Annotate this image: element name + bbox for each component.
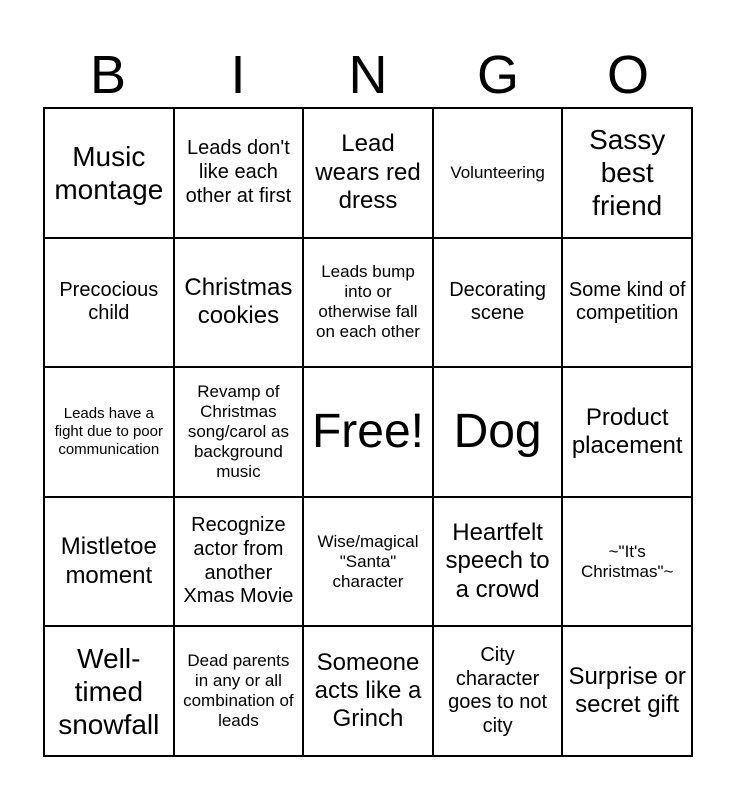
cell-text: Free! — [311, 404, 424, 458]
bingo-cell[interactable] — [304, 239, 434, 369]
header-letter-o: O — [606, 45, 649, 105]
bingo-cell[interactable] — [563, 368, 693, 498]
cell-text: Leads have a fight due to poor communication — [54, 405, 163, 458]
bingo-cell[interactable] — [175, 368, 305, 498]
bingo-cell[interactable] — [175, 627, 305, 757]
cell-text: Heartfelt speech to a crowd — [445, 519, 550, 603]
bingo-cell[interactable] — [175, 109, 305, 239]
bingo-cell[interactable] — [563, 109, 693, 239]
bingo-cell[interactable] — [45, 368, 175, 498]
header-letter-b: B — [89, 45, 127, 105]
cell-text: Dog — [453, 404, 542, 458]
bingo-cell[interactable] — [563, 498, 693, 628]
bingo-cell[interactable] — [304, 109, 434, 239]
bingo-cell[interactable] — [175, 498, 305, 628]
bingo-cell[interactable] — [45, 498, 175, 628]
bingo-cell[interactable] — [304, 498, 434, 628]
cell-text: Product placement — [571, 403, 683, 459]
bingo-cell[interactable] — [304, 627, 434, 757]
cell-text: Recognize actor from another Xmas Movie — [183, 514, 294, 608]
bingo-cell[interactable] — [434, 239, 564, 369]
cell-text: Leads don't like each other at first — [185, 137, 292, 207]
cell-text: Sassy best friend — [589, 124, 666, 222]
header-letter-i: I — [230, 45, 246, 105]
cell-text: Revamp of Christmas song/carol as background music — [187, 381, 289, 482]
bingo-cell[interactable] — [563, 239, 693, 369]
bingo-cell[interactable] — [434, 109, 564, 239]
cell-text: Lead wears red dress — [315, 130, 421, 214]
cell-text: Some kind of competition — [568, 278, 686, 325]
cell-text: Music montage — [54, 140, 164, 205]
cell-text: Someone acts like a Grinch — [314, 648, 422, 733]
bingo-cell[interactable] — [434, 627, 564, 757]
bingo-cell[interactable] — [175, 239, 305, 369]
cell-text: ~"It's Christmas"~ — [580, 541, 674, 581]
bingo-cell[interactable] — [563, 627, 693, 757]
cell-text: Wise/magical "Santa" character — [317, 531, 419, 591]
free-space-cell[interactable] — [304, 368, 434, 498]
cell-text: City character goes to not city — [448, 644, 548, 737]
cell-text: Dead parents in any or all combination of leads — [183, 651, 294, 731]
cell-text: Decorating scene — [449, 278, 546, 325]
bingo-board — [43, 107, 693, 757]
cell-text: Christmas cookies — [184, 274, 293, 330]
cell-text: Well-timed snowfall — [58, 642, 160, 740]
cell-text: Volunteering — [450, 162, 545, 182]
cell-text: Surprise or secret gift — [568, 662, 686, 719]
cell-text: Precocious child — [59, 278, 159, 325]
bingo-header — [43, 44, 693, 106]
bingo-cell[interactable] — [434, 368, 564, 498]
bingo-cell[interactable] — [45, 627, 175, 757]
header-letter-g: G — [476, 45, 519, 105]
bingo-cell[interactable] — [45, 239, 175, 369]
cell-text: Leads bump into or otherwise fall on each other — [316, 262, 420, 342]
bingo-cell[interactable] — [45, 109, 175, 239]
bingo-cell[interactable] — [434, 498, 564, 628]
cell-text: Mistletoe moment — [60, 533, 157, 589]
header-letter-n: N — [348, 45, 388, 105]
